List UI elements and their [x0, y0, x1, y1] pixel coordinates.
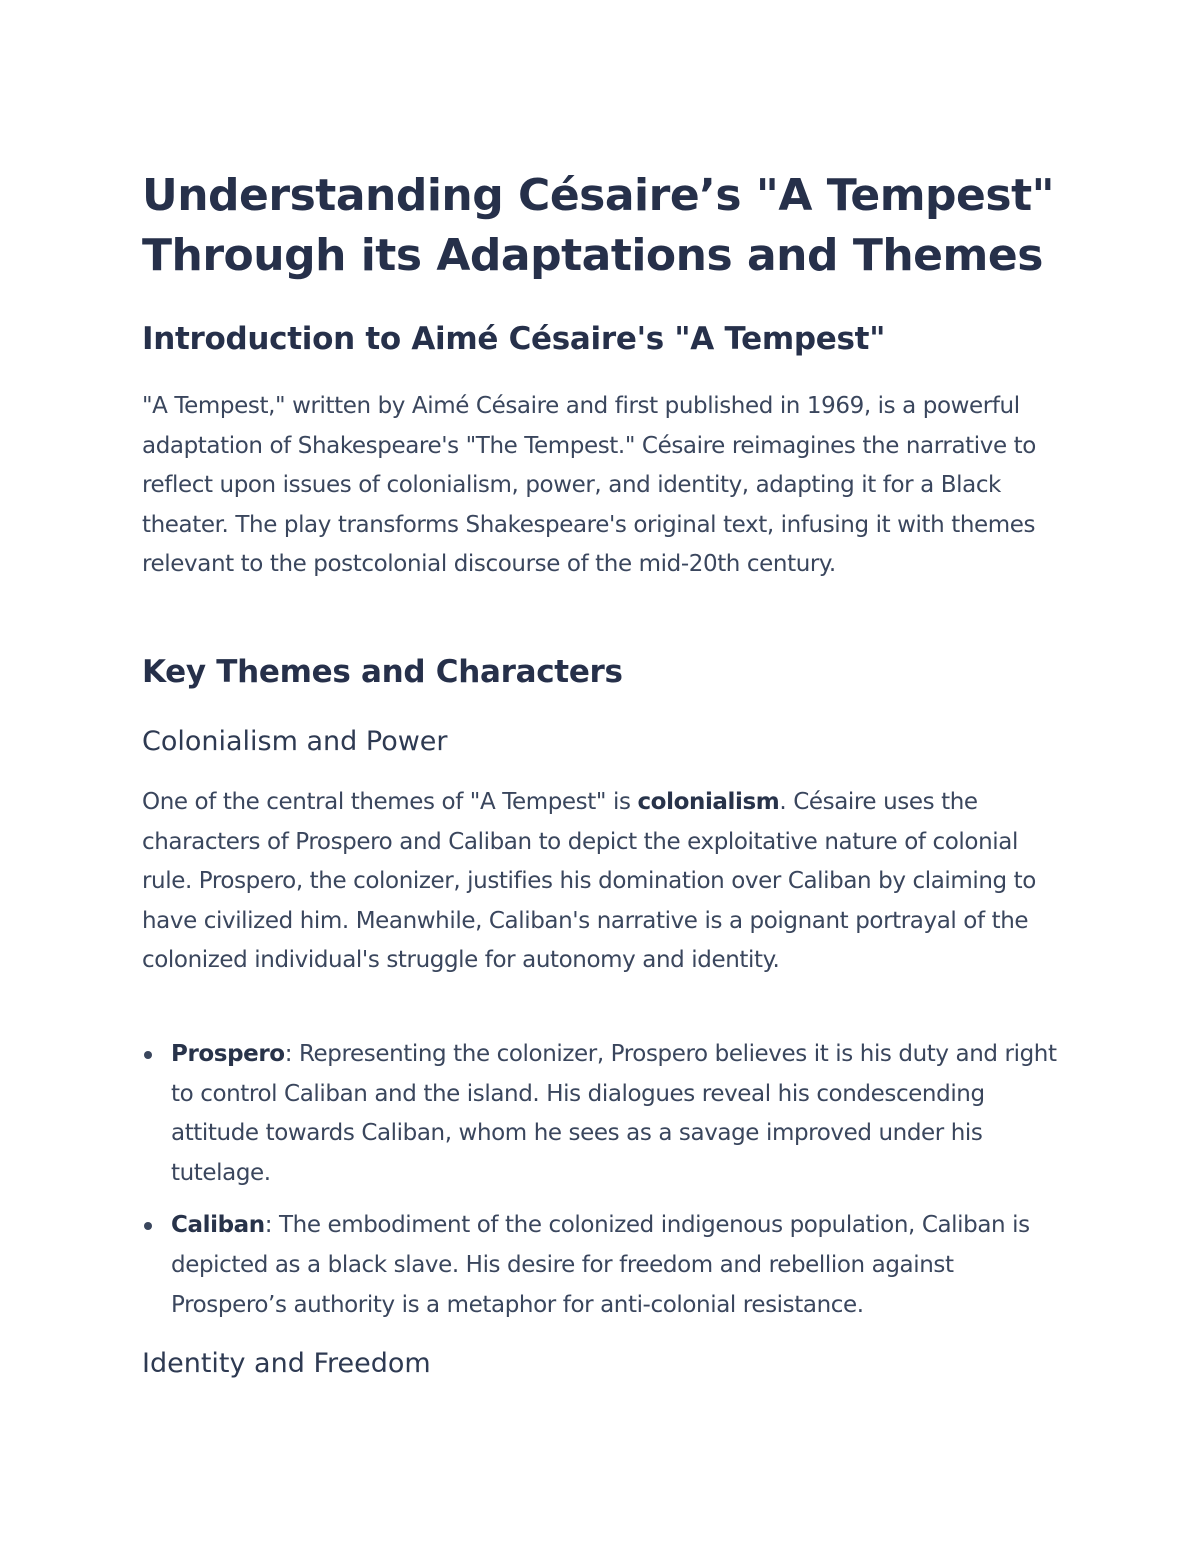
list-item-prospero	[142, 1035, 1072, 1193]
paragraph-text-after: . Césaire uses the characters of Prospero and Caliban to depict the exploitative nature of colonial rule. Prospero, the colonizer, justifies his domination over Caliban by claiming to have civilized him. Meanwhile, Caliban's narrative is a poignant portrayal of the colonized individual's struggle for autonomy and identity.	[142, 789, 1036, 974]
bullet-term: Prospero	[171, 1041, 285, 1067]
subsection-heading-identity: Identity and Freedom	[142, 1348, 431, 1379]
character-bullet-list	[142, 1035, 1072, 1325]
introduction-paragraph: "A Tempest," written by Aimé Césaire and first published in 1969, is a powerful adaptation of Shakespeare's "The Tempest." Césaire reimagines the narrative to reflect upon issues of colonialism, power, and identity, adapting it for a Black theater. The play transforms Shakespeare's original text, infusing it with themes relevant to the postcolonial discourse of the mid-20th century.	[142, 393, 1036, 578]
bullet-dot-icon	[144, 1222, 152, 1230]
bullet-text: : Representing the colonizer, Prospero believes it is his duty and right to control Caliban and the island. His dialogues reveal his condescending attitude towards Caliban, whom he sees as a savage improved under his tutelage.	[171, 1041, 1057, 1186]
paragraph-text-before: One of the central themes of "A Tempest" is	[142, 789, 638, 815]
bullet-text: : The embodiment of the colonized indigenous population, Caliban is depicted as a black slave. His desire for freedom and rebellion against Prospero’s authority is a metaphor for anti-colonial resistance.	[171, 1212, 1030, 1318]
bullet-dot-icon	[144, 1051, 152, 1059]
emphasis-colonialism: colonialism	[637, 789, 780, 815]
document-title: Understanding Césaire’s "A Tempest" Through its Adaptations and Themes	[142, 170, 1055, 281]
subsection-heading-colonialism: Colonialism and Power	[142, 726, 448, 757]
list-item-caliban	[142, 1206, 1072, 1325]
section-heading-introduction: Introduction to Aimé Césaire's "A Tempest"	[142, 321, 886, 357]
colonialism-paragraph	[142, 783, 1062, 981]
bullet-term: Caliban	[171, 1212, 265, 1239]
section-heading-key-themes: Key Themes and Characters	[142, 654, 623, 690]
